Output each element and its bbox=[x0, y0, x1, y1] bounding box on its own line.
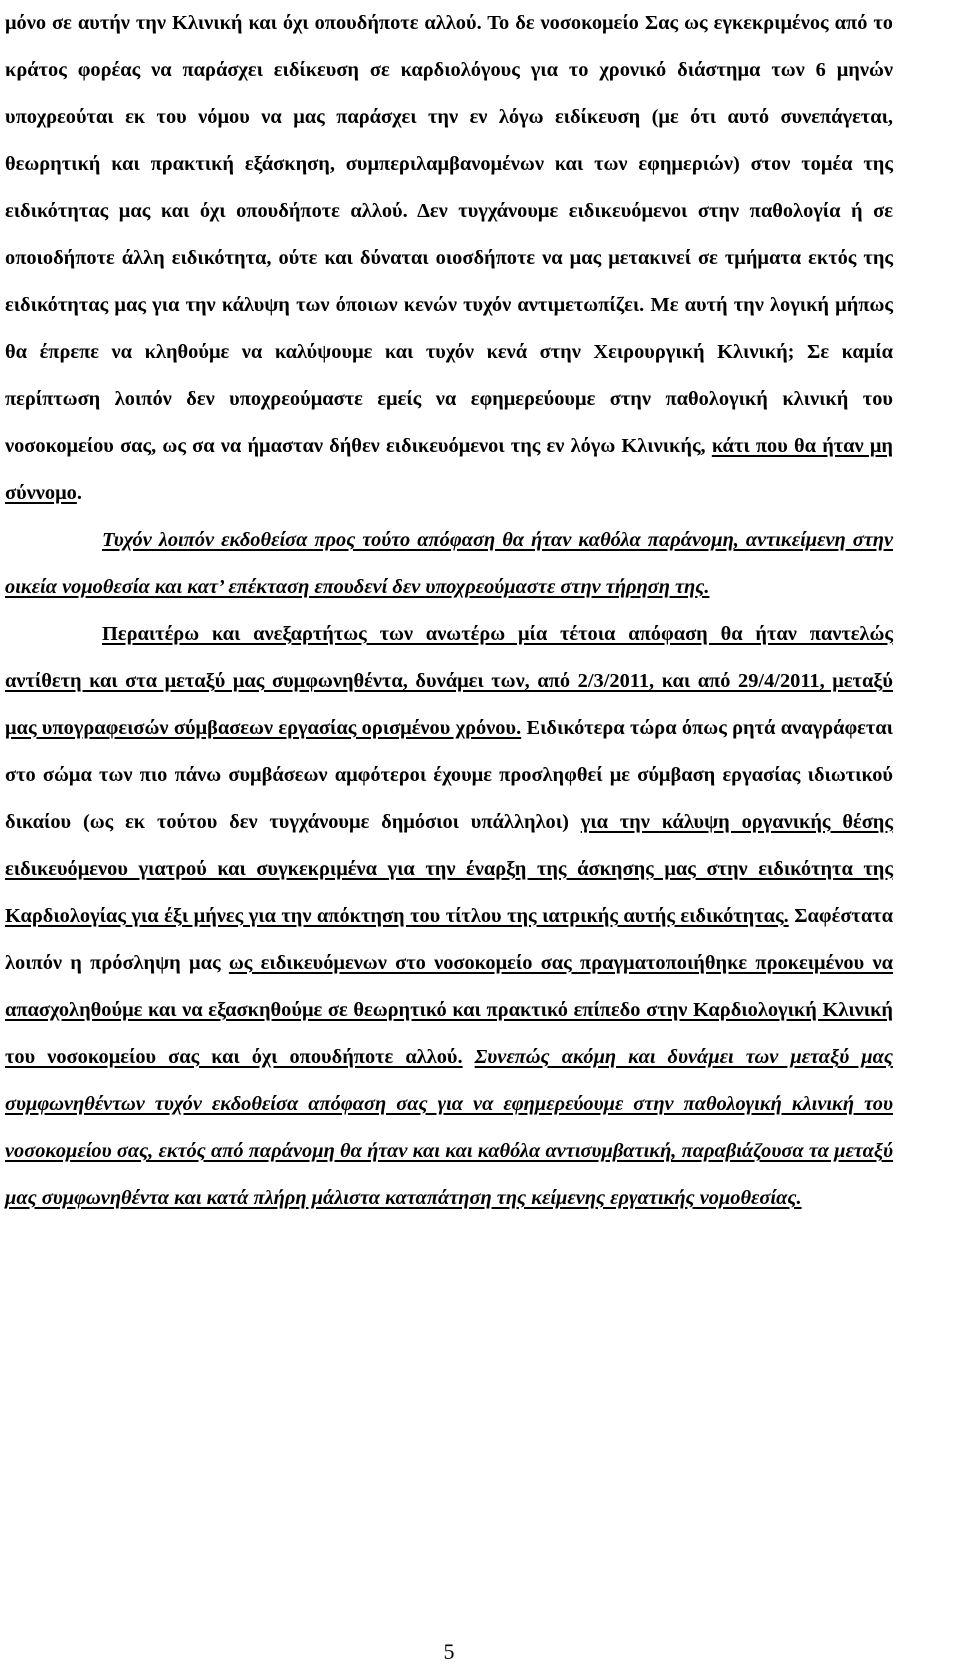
text-run bbox=[463, 1046, 475, 1068]
text-run: Συνεπώς ακόμη και δυνάμει των μεταξύ μας συμφωνηθέντων τυχόν εκδοθείσα απόφαση σας για να εφημερεύουμε στην παθολογική κλινική του νοσοκομείου σας, εκτός από παράνομη θα ήταν και και καθόλα αντισυμβατική, παραβιάζουσα τα μεταξύ μας συμφωνηθέντα και κατά πλήρη μάλιστα καταπάτηση της κείμενης εργατικής νομοθεσίας. bbox=[5, 1046, 893, 1209]
paragraph bbox=[5, 517, 893, 611]
text-run: Ειδικότερα τώρα όπως ρητά αναγράφεται στο σώμα των πιο πάνω συμβάσεων αμφότεροι έχουμε προσληφθεί με σύμβαση εργασίας ιδιωτικού δικαίου (ως εκ τούτου δεν τυγχάνουμε δημόσιοι υπάλληλοι) bbox=[5, 717, 893, 833]
text-run: Σαφέστατα λοιπόν η πρόσληψη μας bbox=[5, 905, 893, 974]
paragraph bbox=[5, 611, 893, 1222]
text-run: Περαιτέρω και ανεξαρτήτως των ανωτέρω μία τέτοια απόφαση θα ήταν παντελώς αντίθετη και στα μεταξύ μας συμφωνηθέντα, δυνάμει των, από 2/3/2011, και από 29/4/2011, μεταξύ μας υπογραφεισών σύμβασεων εργασίας ορισμένου χρόνου. bbox=[5, 623, 893, 739]
page-number: 5 bbox=[443, 1639, 455, 1664]
document-page bbox=[5, 0, 893, 1664]
text-run: Τυχόν λοιπόν εκδοθείσα προς τούτο απόφαση θα ήταν καθόλα παράνομη, αντικείμενη στην οικεία νομοθεσία και κατ’ επέκταση επουδενί δεν υποχρεούμαστε στην τήρηση της. bbox=[5, 529, 893, 598]
text-run: για την κάλυψη οργανικής θέσης ειδικευόμενου γιατρού και συγκεκριμένα για την έναρξη της άσκησης μας στην ειδικότητα της Καρδιολογίας για έξι μήνες για την απόκτηση του τίτλου της ιατρικής αυτής ειδικότητας. bbox=[5, 811, 893, 927]
document-body bbox=[5, 0, 893, 1222]
text-run: . bbox=[76, 482, 82, 504]
text-run: κάτι που θα ήταν μη σύννομο bbox=[5, 435, 893, 504]
text-run: ως ειδικευόμενων στο νοσοκομείο σας πραγματοποιήθηκε προκειμένου να απασχοληθούμε και να εξασκηθούμε σε θεωρητικό και πρακτικό επίπεδο στην Καρδιολογική Κλινική του νοσοκομείου σας και όχι οπουδήποτε αλλού. bbox=[5, 952, 893, 1068]
text-run: μόνο σε αυτήν την Κλινική και όχι οπουδήποτε αλλού. Το δε νοσοκομείο Σας ως εγκεκριμένος από το κράτος φορέας να παράσχει ειδίκευση σε καρδιολόγους για το χρονικό διάστημα των 6 μηνών υποχρεούται εκ του νόμου να μας παράσχει την εν λόγω ειδίκευση (με ότι αυτό συνεπάγεται, θεωρητική και πρακτική εξάσκηση, συμπεριλαμβανομένων και των εφημεριών) στον τομέα της ειδικότητας μας και όχι οπουδήποτε αλλού. Δεν τυγχάνουμε ειδικευόμενοι στην παθολογία ή σε οποιοδήποτε άλλη ειδικότητα, ούτε και δύναται οιοσδήποτε να μας μετακινεί σε τμήματα εκτός της ειδικότητας μας για την κάλυψη των όποιων κενών τυχόν αντιμετωπίζει. Με αυτή την λογική μήπως θα έπρεπε να κληθούμε να καλύψουμε και τυχόν κενά στην Χειρουργική Κλινική; Σε καμία περίπτωση λοιπόν δεν υποχρεούμαστε εμείς να εφημερεύουμε στην παθολογική κλινική του νοσοκομείου σας, ως σα να ήμασταν δήθεν ειδικευόμενοι της εν λόγω Κλινικής, bbox=[5, 12, 893, 457]
paragraph bbox=[5, 0, 893, 517]
